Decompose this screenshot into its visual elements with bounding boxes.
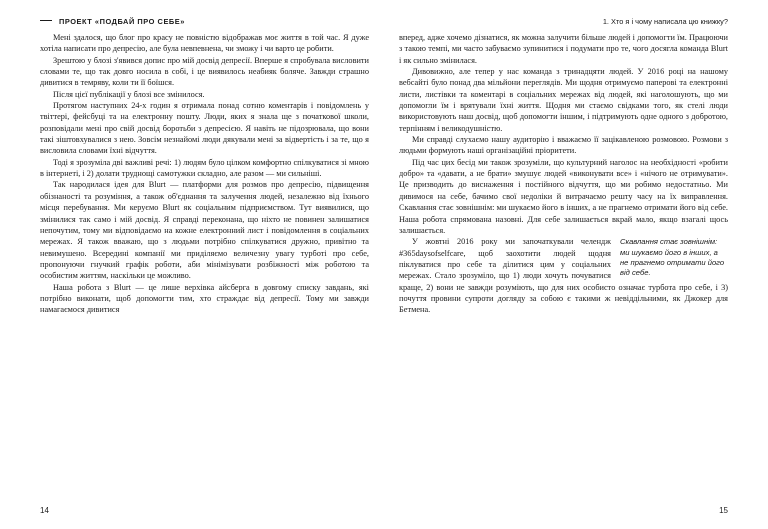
paragraph: Протягом наступних 24-х годин я отримала понад сотню коментарів і повідомлень у твіттері, фейсбуці та на електронну пошту. Люди, яких я знала ще з початкової школи, розповідали мені про свій досвід боротьби з депресією. Я навіть не підозрювала, що вони такі зіштовхувалися з нею. Зовсім незнайомі люди дякували мені за відвертість і за те, що я висловила словами їхні відчуття. [40,101,369,156]
paragraph: Під час цих бесід ми також зрозуміли, що культурний наголос на необхідності «робити добро» та «давати, а не брати» змушує людей «виконувати все» і «нічого не отримувати». Це призводить до виснаження і постійного відчуття, що ми робимо недостатньо. Ми дивимося на себе, бачимо свої недоліки й витрачаємо решту часу на їх виправлення. Скавлання стає зовнішнім: ми шукаємо його в інших, а не прагнемо отримати його від себе. Наша робота спрямована назовні. Для себе залишається вкрай мало, якщо взагалі щось залишається. [399,157,728,235]
paragraph: Після цієї публікації у блозі все змінилося. [53,89,205,99]
paragraph: Зрештою у блозі з'явився допис про мій досвід депресії. Вперше я спробувала висловити словами те, що так довго носила в собі, і це виявилось неабияк боляче. Завжди страшно дивитися в темряву, коли ти її боїшся. [40,55,369,88]
paragraph: Дивовижно, але тепер у нас команда з тринадцяти людей. У 2016 році на нашому вебсайті було понад два мільйони переглядів. Ми щодня отримуємо паперові та електронні листи, листівки та коментарі в соціальних мережах від людей, які наголошують, що ми допомогли їм і врятували їхні життя. Щодня ми стаємо свідками того, як стелі люди використовують наш досвід, щоб допомогти іншим, і підтримують одне одного з добротою, терпінням і великодушністю. [399,67,728,133]
left-column [40,32,369,506]
pullquote-wrapper [399,236,728,315]
header-rule-icon [40,20,52,21]
right-column [399,32,728,506]
paragraph: Ми справді слухаємо нашу аудиторію і вважаємо її зацікавленою розмовою. Розмови з людьми формують наші організаційні пріоритети. [399,135,728,156]
paragraph: Мені здалося, що блог про красу не повністю відображав моє життя в той час. Я дуже хотіла написати про депресію, але була невпевнена, чи зможу і чи варто це робити. [40,33,369,54]
header-left-title-text: ПРОЕКТ «ПОДБАЙ ПРО СЕБЕ» [59,17,185,26]
paragraph: Так народилася ідея для Blurt — платформи для розмов про депресію, підвищення обізнаності та розуміння, а також об'єднання та залучення людей, незалежно від їхнього місця перебування. Ми керуємо Blurt як соціальним підприємством. Тут виявилися, що змінилися так само і мій досвід. Я справді переконана, що ніхто не повинен залишатися непочутим, тому ми відповідаємо на кожне електронний лист і повідомлення в соціальних мережах. Я також вважаю, що з людьми потрібно спілкуватися дружно, привітно та невимушено. Всередині компанії ми приділяємо величезну увагу турботі про себе, пропонуючи гнучкий графік роботи, аби мінімізувати розбіжності між роботою та особистим життям, наскільки це можливо. [40,180,369,281]
running-header [0,0,768,26]
page-footer [0,506,768,529]
page-number-right: 15 [719,506,728,515]
paragraph: вперед, адже хочемо дізнатися, як можна залучити більше людей і допомогти їм. Працюючи з такою темпі, ми часто забуваємо зупинитися і подумати про те, чого досягла команда Blurt і як сильно змінилася. [399,33,728,65]
paragraph: У жовтні 2016 року ми започаткували челендж #365daysofselfcare, щоб заохотити людей щодня піклуватися про себе та ділитися цим у соціальних мережах. Стало зрозуміло, що 1) люди хочуть почуватися краще, 2) вони не завжди розуміють, що для них особисто означає турбота про себе, і 3) почуття провини супроти догляду за собою є такими ж невіддільними, як Джокер для Бетмена. [399,237,728,315]
header-right-title: 1. Хто я і чому написала цю книжку? [602,17,728,26]
paragraph: Наша робота з Blurt — це лише верхівка айсберга в довгому списку завдань, які потрібно виконати, щоб допомогти тим, хто страждає від депресії. Тому ми завжди намагаємося дивитися [40,282,369,315]
page-number-left: 14 [40,506,49,515]
paragraph: Тоді я зрозуміла дві важливі речі: 1) людям було цілком комфортно спілкуватися зі мною в інтернеті, і 2) долати труднощі самотужки складно, але разом — ми сильніші. [40,157,369,179]
page-body [0,22,768,506]
pullquote: Скавлання стає зовнішнім: ми шукаємо його в інших, а не прагнемо отримати його від себе. [620,237,725,278]
